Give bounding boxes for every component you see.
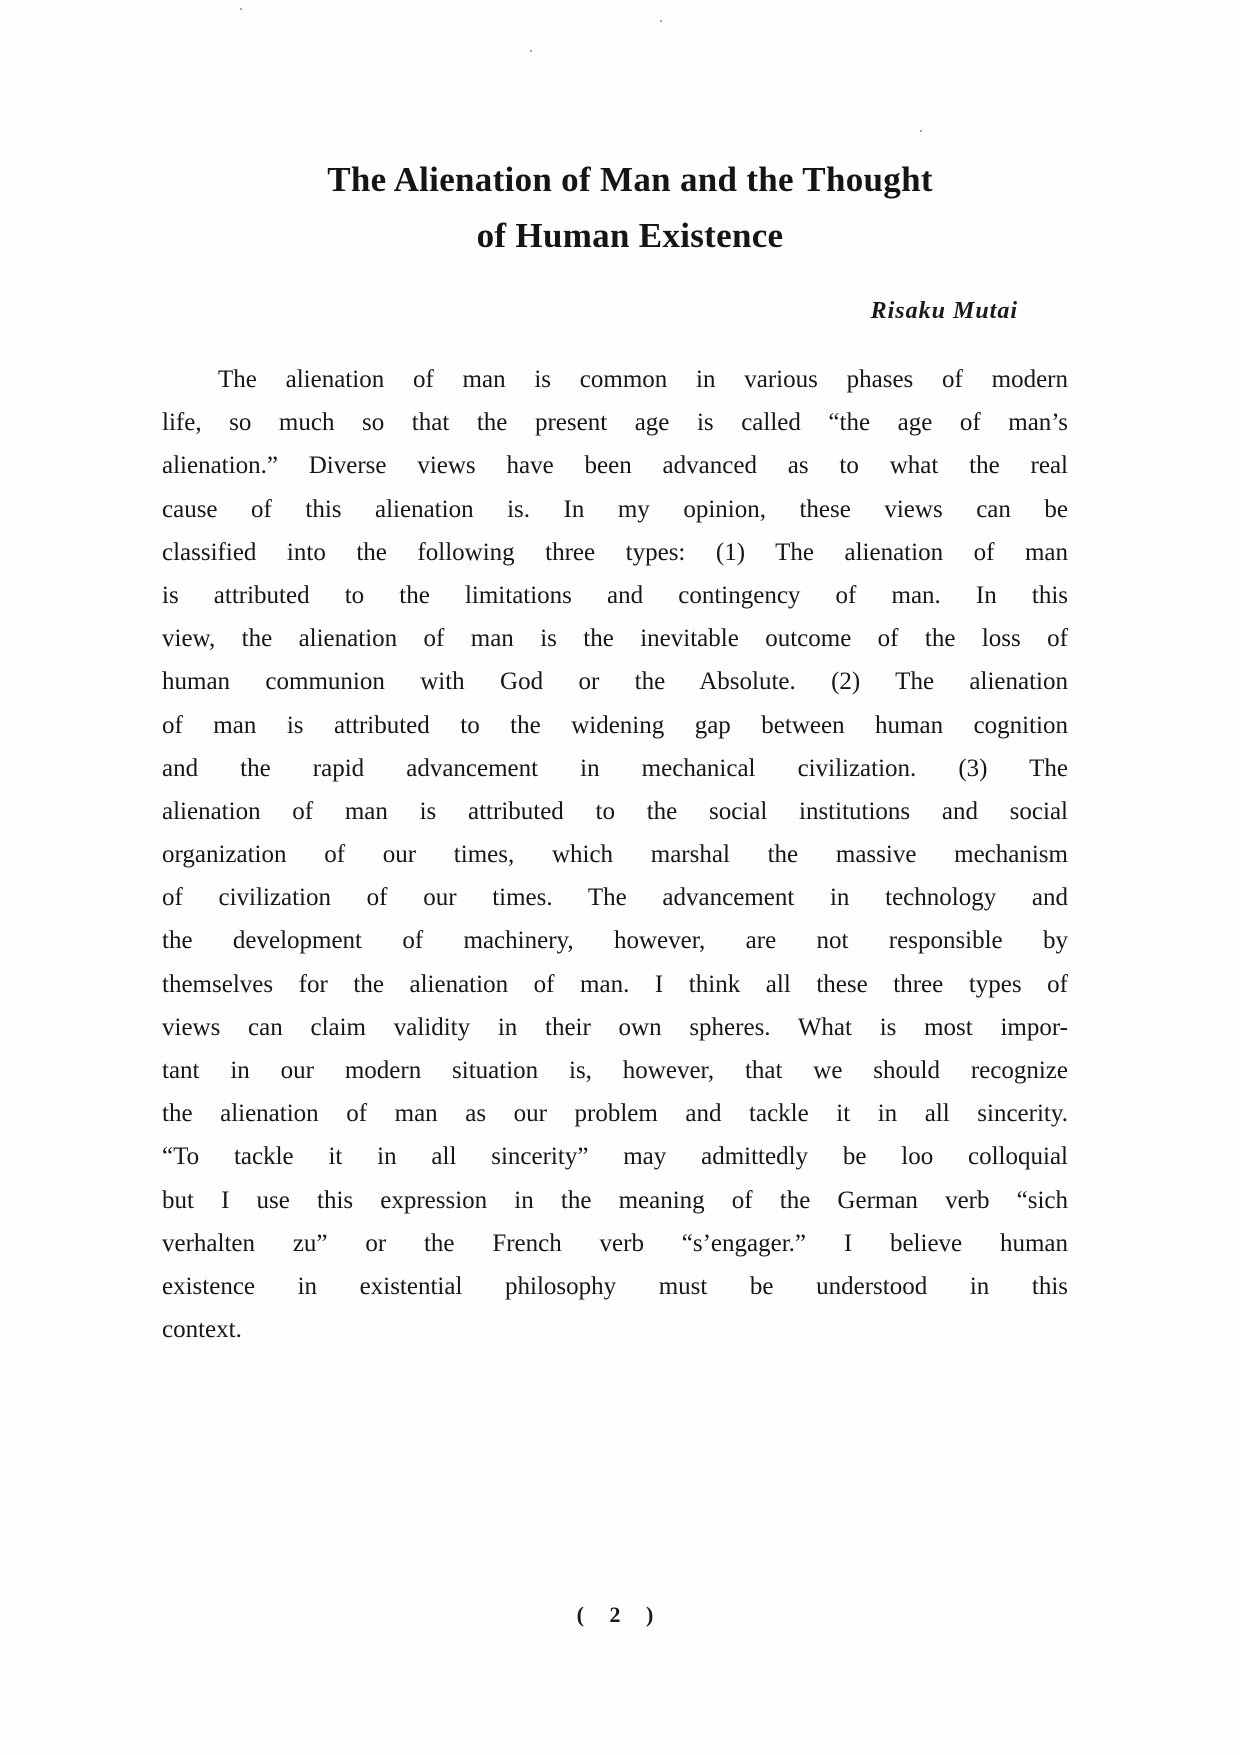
- scan-speck: [920, 130, 922, 132]
- body-line: the alienation of man as our problem and tackle it in all sincerity.: [162, 1100, 1068, 1128]
- scan-speck: [240, 8, 242, 10]
- body-line: classified into the following three types: (1) The alienation of man: [162, 538, 1068, 566]
- body-line: context.: [162, 1316, 242, 1344]
- body-line: and the rapid advancement in mechanical civilization. (3) The: [162, 754, 1068, 782]
- document-title-line-1: The Alienation of Man and the Thought: [327, 160, 933, 199]
- body-line: but I use this expression in the meaning of the German verb “sich: [162, 1186, 1068, 1214]
- body-line: alienation.” Diverse views have been advanced as to what the real: [162, 452, 1068, 480]
- body-line: verhalten zu” or the French verb “s’engager.” I believe human: [162, 1229, 1068, 1257]
- body-line: is attributed to the limitations and contingency of man. In this: [162, 581, 1068, 609]
- body-line: The alienation of man is common in various phases of modern: [218, 366, 1068, 393]
- body-line: existence in existential philosophy must be understood in this: [162, 1272, 1068, 1300]
- body-line: view, the alienation of man is the inevitable outcome of the loss of: [162, 625, 1068, 653]
- scan-speck: [530, 50, 532, 52]
- body-line: organization of our times, which marshal the massive mechanism: [162, 841, 1068, 869]
- body-line: human communion with God or the Absolute. (2) The alienation: [162, 668, 1068, 696]
- body-line: of man is attributed to the widening gap between human cognition: [162, 711, 1068, 739]
- body-line: cause of this alienation is. In my opinion, these views can be: [162, 495, 1068, 523]
- body-line: tant in our modern situation is, however, that we should recognize: [162, 1057, 1068, 1084]
- body-line: “To tackle it in all sincerity” may admittedly be loo colloquial: [162, 1143, 1068, 1171]
- body-line: of civilization of our times. The advancement in technology and: [162, 884, 1068, 912]
- body-line: views can claim validity in their own spheres. What is most impor-: [162, 1013, 1068, 1041]
- document-title-line-2: of Human Existence: [476, 216, 784, 255]
- body-paragraph: [162, 358, 1068, 1351]
- author-name: Risaku Mutai: [870, 298, 1018, 324]
- scan-speck: [660, 20, 662, 22]
- body-line: alienation of man is attributed to the social institutions and social: [162, 797, 1068, 825]
- body-line: the development of machinery, however, are not responsible by: [162, 927, 1068, 955]
- page-number: ( 2 ): [576, 1602, 664, 1627]
- body-line: life, so much so that the present age is called “the age of man’s: [162, 409, 1068, 437]
- body-line: themselves for the alienation of man. I think all these three types of: [162, 970, 1068, 998]
